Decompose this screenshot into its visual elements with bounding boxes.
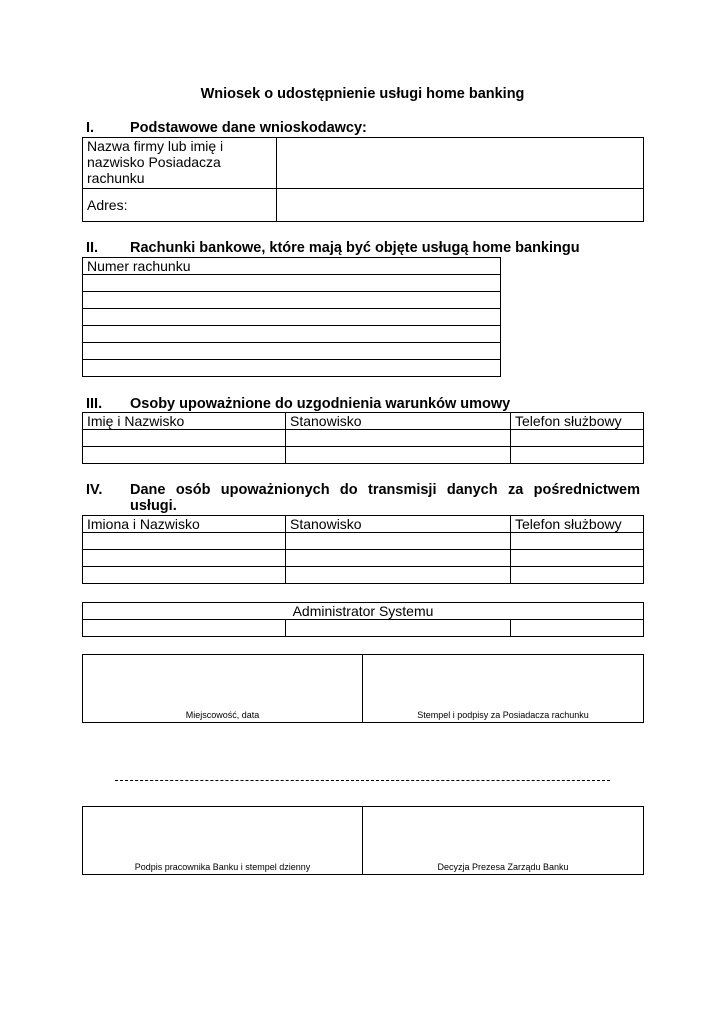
names-header: Imiona i Nazwisko xyxy=(83,516,286,533)
admin-name-field[interactable] xyxy=(83,620,286,637)
account-number-field[interactable] xyxy=(83,343,501,360)
admin-position-field[interactable] xyxy=(286,620,511,637)
document-title: Wniosek o udostępnienie usługi home banking xyxy=(200,86,525,102)
place-date-field[interactable]: Miejscowość, data xyxy=(83,655,363,723)
account-number-field[interactable] xyxy=(83,275,501,292)
position-header: Stanowisko xyxy=(286,516,511,533)
name-field[interactable] xyxy=(83,567,286,584)
phone-field[interactable] xyxy=(511,550,644,567)
name-header: Imię i Nazwisko xyxy=(83,413,286,430)
section-1-table xyxy=(82,137,644,222)
position-field[interactable] xyxy=(286,550,511,567)
section-4-table xyxy=(82,515,644,584)
position-field[interactable] xyxy=(286,447,511,464)
phone-field[interactable] xyxy=(511,430,644,447)
section-3-table xyxy=(82,412,644,464)
signature-table-applicant xyxy=(82,654,644,723)
section-4-title: Dane osób upoważnionych do transmisji danych za pośrednictwem usługi. xyxy=(130,482,640,514)
signature-table-bank xyxy=(82,806,644,875)
phone-header: Telefon służbowy xyxy=(511,516,644,533)
board-decision-field[interactable]: Decyzja Prezesa Zarządu Banku xyxy=(363,807,644,875)
section-3-number: III. xyxy=(86,396,103,412)
position-field[interactable] xyxy=(286,533,511,550)
position-header: Stanowisko xyxy=(286,413,511,430)
company-name-label: Nazwa firmy lub imię i nazwisko Posiadacza rachunku xyxy=(83,138,277,189)
dashed-separator xyxy=(115,780,610,781)
phone-field[interactable] xyxy=(511,567,644,584)
address-field[interactable] xyxy=(277,189,644,222)
name-field[interactable] xyxy=(83,533,286,550)
account-number-header: Numer rachunku xyxy=(83,258,501,275)
account-number-field[interactable] xyxy=(83,309,501,326)
name-field[interactable] xyxy=(83,550,286,567)
section-1-title: Podstawowe dane wnioskodawcy: xyxy=(130,120,367,136)
admin-table xyxy=(82,602,644,637)
section-2-number: II. xyxy=(86,240,99,256)
account-number-field[interactable] xyxy=(83,292,501,309)
company-name-field[interactable] xyxy=(277,138,644,189)
admin-header: Administrator Systemu xyxy=(83,603,644,620)
phone-header: Telefon służbowy xyxy=(511,413,644,430)
account-number-field[interactable] xyxy=(83,326,501,343)
position-field[interactable] xyxy=(286,567,511,584)
account-number-field[interactable] xyxy=(83,360,501,377)
stamp-signature-field[interactable]: Stempel i podpisy za Posiadacza rachunku xyxy=(363,655,644,723)
bank-employee-signature-field[interactable]: Podpis pracownika Banku i stempel dzienny xyxy=(83,807,363,875)
name-field[interactable] xyxy=(83,447,286,464)
section-4-number: IV. xyxy=(86,482,103,498)
section-1-number: I. xyxy=(86,120,95,136)
phone-field[interactable] xyxy=(511,533,644,550)
address-label: Adres: xyxy=(83,189,277,222)
phone-field[interactable] xyxy=(511,447,644,464)
section-2-table xyxy=(82,257,501,377)
position-field[interactable] xyxy=(286,430,511,447)
name-field[interactable] xyxy=(83,430,286,447)
section-3-title: Osoby upoważnione do uzgodnienia warunków umowy xyxy=(130,396,511,412)
admin-phone-field[interactable] xyxy=(511,620,644,637)
section-2-title: Rachunki bankowe, które mają być objęte usługą home bankingu xyxy=(130,240,580,256)
